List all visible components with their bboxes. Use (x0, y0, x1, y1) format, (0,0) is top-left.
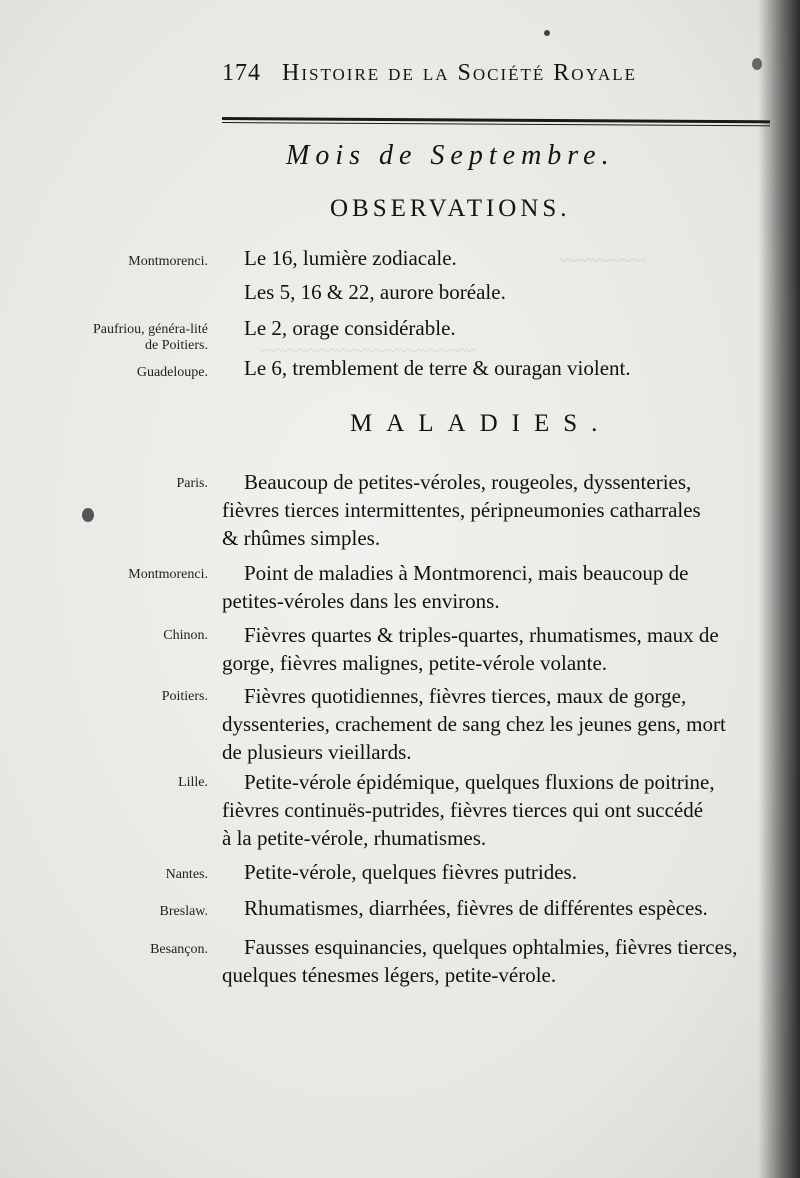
entry-line: Petite-vérole épidémique, quelques fluxions de poitrine, (244, 770, 715, 794)
margin-place-text: Paufriou, généra-lité de Poitiers. (92, 322, 208, 353)
entry-line: Rhumatismes, diarrhées, fièvres de différentes espèces. (244, 896, 708, 920)
observation-entry (244, 354, 631, 382)
ink-speck (544, 30, 550, 36)
observation-entry (244, 278, 506, 306)
entry-line: dyssenteries, crachement de sang chez les jeunes gens, mort (222, 712, 726, 736)
entry-line: Beaucoup de petites-véroles, rougeoles, dyssenteries, (244, 470, 692, 494)
entry-line: petites-véroles dans les environs. (222, 589, 500, 613)
running-title: Histoire de la Société Royale (282, 60, 638, 86)
page-number: 174 (222, 60, 261, 86)
entry-line: Fièvres quotidiennes, fièvres tierces, maux de gorge, (244, 684, 687, 708)
entry-line: Le 6, tremblement de terre & ouragan violent. (244, 356, 631, 380)
entry-line: gorge, fièvres malignes, petite-vérole volante. (222, 651, 608, 675)
maladie-entry (222, 621, 719, 677)
maladie-entry (222, 858, 577, 886)
maladie-entry (222, 468, 701, 552)
margin-place: Breslaw. (159, 904, 208, 919)
margin-place: Besançon. (150, 942, 208, 957)
entry-line: Fausses esquinancies, quelques ophtalmies, fièvres tierces, (244, 935, 738, 959)
entry-line: Point de maladies à Montmorenci, mais beaucoup de (244, 561, 689, 585)
entry-line: & rhûmes simples. (222, 526, 381, 550)
maladie-entry (222, 682, 726, 766)
entry-line: Petite-vérole, quelques fièvres putrides. (244, 860, 577, 884)
show-through-ghost: ~~~~~~~~ (560, 250, 647, 272)
margin-place: Paris. (176, 476, 208, 491)
page-gutter-shadow (758, 0, 800, 1178)
show-through-ghost: ~~~~~~~~~~~~~~~~~~~~ (260, 340, 477, 362)
observation-entry (244, 314, 456, 342)
entry-line: Le 2, orage considérable. (244, 316, 456, 340)
entry-line: quelques ténesmes légers, petite-vérole. (222, 963, 557, 987)
margin-place: Montmorenci. (128, 254, 208, 269)
margin-place: Montmorenci. (128, 567, 208, 582)
running-header (222, 60, 762, 87)
margin-place: Nantes. (165, 867, 208, 882)
month-title: Mois de Septembre. (286, 140, 615, 171)
margin-place (8, 322, 208, 354)
entry-line: de plusieurs vieillards. (222, 740, 412, 764)
maladie-entry (222, 559, 688, 615)
entry-line: à la petite-vérole, rhumatismes. (222, 826, 487, 850)
entry-line: fièvres tierces intermittentes, péripneumonies catharrales (222, 498, 701, 522)
header-rule (222, 117, 770, 126)
maladies-title: MALADIES. (350, 410, 612, 437)
observations-title: OBSERVATIONS. (330, 195, 571, 222)
maladie-entry (222, 933, 737, 989)
margin-place: Poitiers. (161, 689, 208, 704)
maladie-entry (222, 768, 715, 852)
maladie-entry (222, 894, 708, 922)
margin-place: Guadeloupe. (136, 365, 208, 380)
entry-line: Les 5, 16 & 22, aurore boréale. (244, 280, 506, 304)
entry-line: Fièvres quartes & triples-quartes, rhumatismes, maux de (244, 623, 719, 647)
entry-line: fièvres continuës-putrides, fièvres tierces qui ont succédé (222, 798, 704, 822)
margin-place: Chinon. (163, 628, 208, 643)
ink-speck (82, 508, 94, 522)
entry-line: Le 16, lumière zodiacale. (244, 246, 457, 270)
observation-entry (244, 244, 457, 272)
margin-place: Lille. (178, 775, 208, 790)
